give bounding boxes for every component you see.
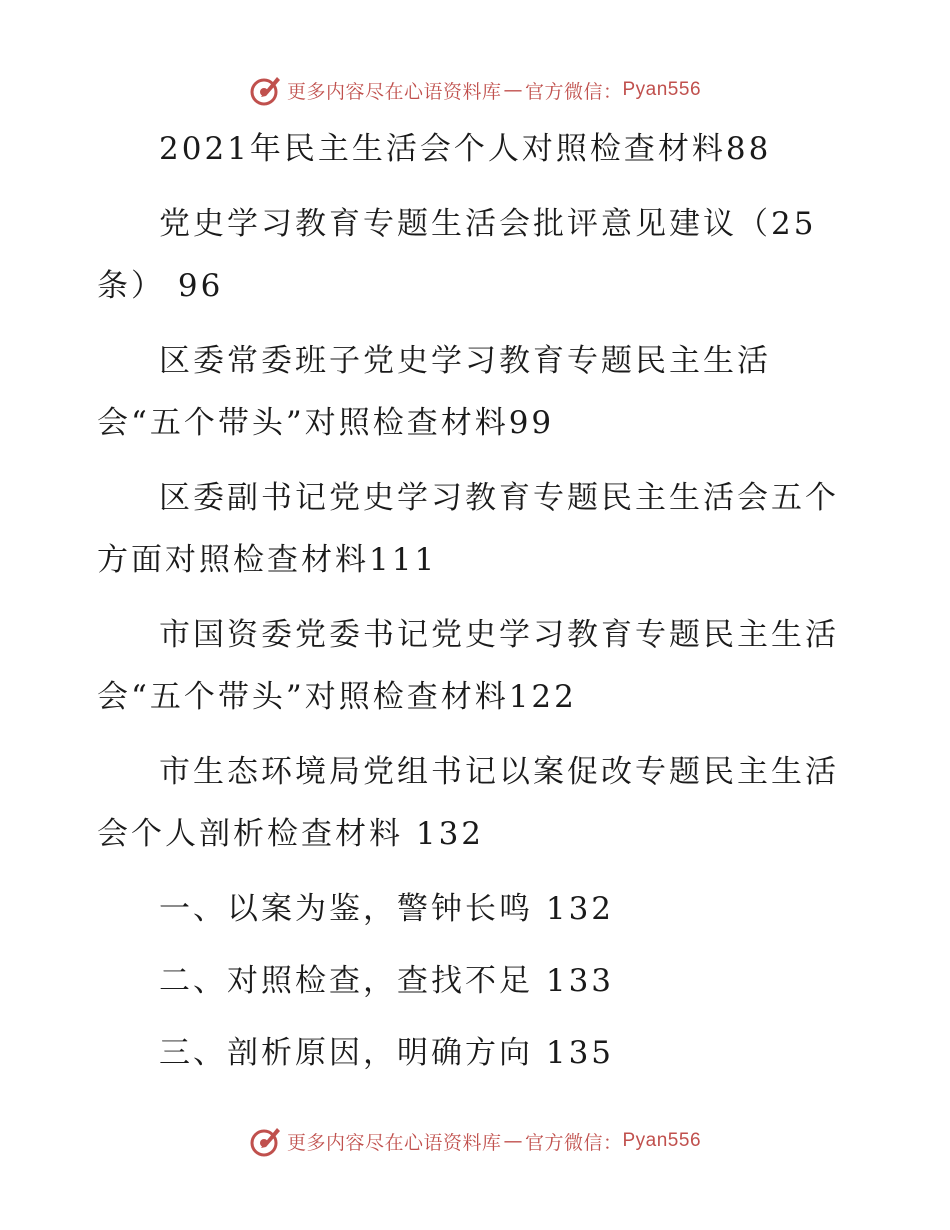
toc-entry[interactable]: 区委副书记党史学习教育专题民主生活会五个方面对照检查材料111 [97,480,839,578]
toc-entry[interactable]: 二、对照检查，查找不足 133 [159,963,615,999]
table-of-contents [97,118,842,1094]
toc-entry[interactable]: 党史学习教育专题生活会批评意见建议（25条） 96 [97,206,817,304]
header-watermark [0,70,950,110]
watermark-text: 更多内容尽在心语资料库 [286,1131,502,1154]
watermark-separator: — [503,1130,523,1152]
toc-entry[interactable]: 市国资委党委书记党史学习教育专题民主生活会“五个带头”对照检查材料122 [97,617,839,715]
watermark-text: 更多内容尽在心语资料库 [286,80,502,103]
watermark-separator: — [503,79,523,101]
watermark-account: Pyan556 [622,1130,702,1151]
watermark-label: 官方微信： [524,1131,623,1154]
toc-entry[interactable]: 市生态环境局党组书记以案促改专题民主生活会个人剖析检查材料 132 [97,754,839,852]
toc-entry[interactable]: 2021年民主生活会个人对照检查材料88 [159,131,772,167]
toc-entry[interactable]: 三、剖析原因，明确方向 135 [159,1035,615,1071]
pen-nib-logo-icon [249,1124,283,1158]
watermark-account: Pyan556 [622,79,702,100]
toc-entry[interactable]: 一、以案为鉴，警钟长鸣 132 [159,891,615,927]
watermark-label: 官方微信： [524,80,623,103]
pen-nib-logo-icon [249,73,283,107]
toc-entry[interactable]: 区委常委班子党史学习教育专题民主生活会“五个带头”对照检查材料99 [97,343,771,441]
footer-watermark [0,1121,950,1161]
